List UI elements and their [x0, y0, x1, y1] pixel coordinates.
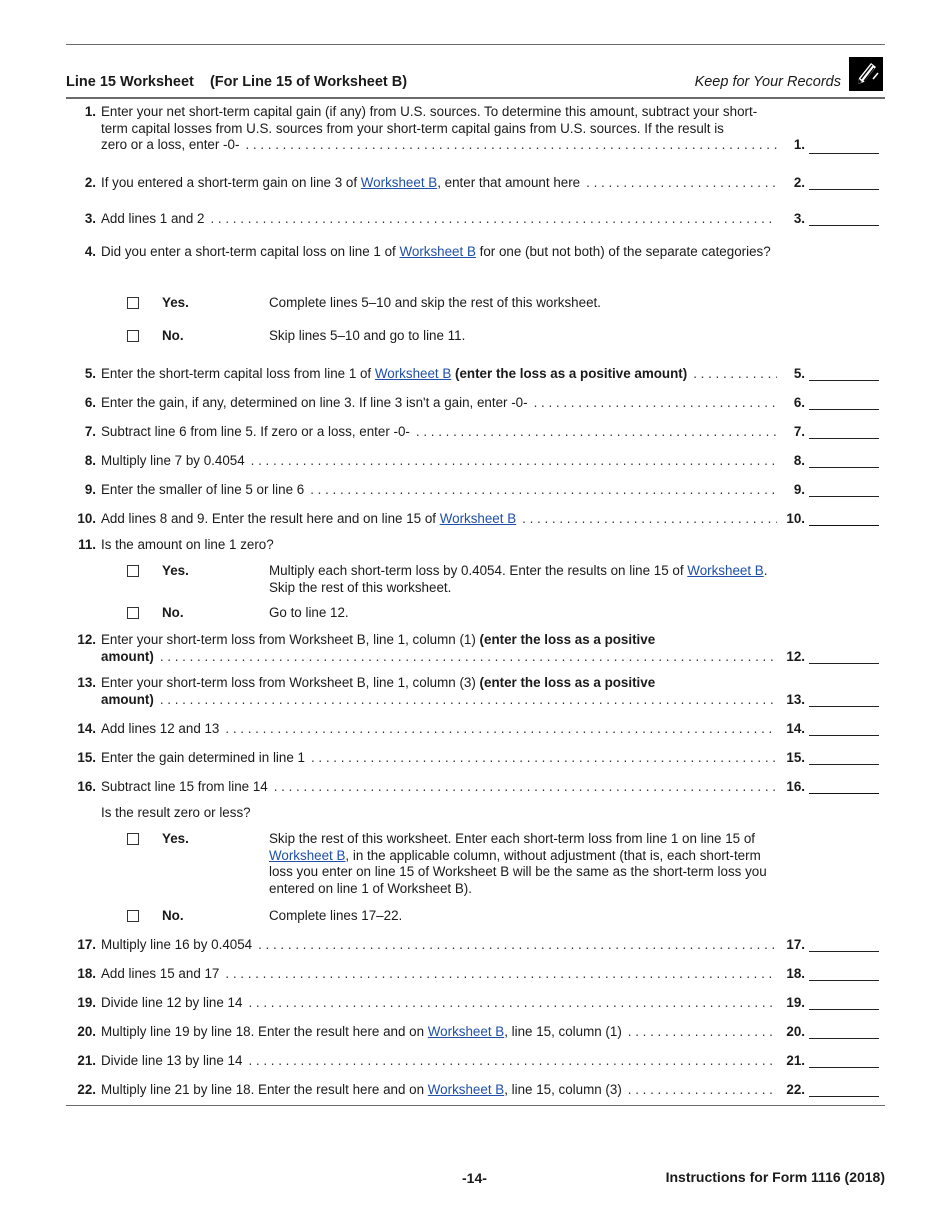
line-text: Multiply line 16 by 0.4054	[101, 937, 253, 952]
line-number: 13.	[77, 675, 96, 690]
yes-checkbox[interactable]	[127, 297, 139, 309]
no-checkbox[interactable]	[127, 607, 139, 619]
amount-field-20[interactable]	[809, 1038, 879, 1039]
leader-dots	[693, 366, 777, 383]
header-rule	[66, 97, 885, 99]
amount-field-9[interactable]	[809, 496, 879, 497]
line-text: Enter the gain, if any, determined on line 3. If line 3 isn't a gain, enter -0-	[101, 395, 528, 410]
leader-dots	[310, 482, 777, 499]
line-ref: 21.	[786, 1053, 805, 1068]
no-label: No.	[162, 605, 184, 620]
leader-dots	[628, 1024, 777, 1041]
line-text: for one (but not both) of the separate categories?	[475, 244, 771, 259]
line-ref: 6.	[793, 395, 805, 410]
leader-dots	[534, 395, 777, 412]
line-ref: 19.	[786, 995, 805, 1010]
line-ref: 15.	[786, 750, 805, 765]
amount-field-19[interactable]	[809, 1009, 879, 1010]
line-text-bold-end: amount)	[101, 648, 154, 664]
line-text: Is the amount on line 1 zero?	[101, 537, 274, 552]
top-rule	[66, 44, 885, 45]
worksheet-header	[66, 74, 885, 94]
worksheet-b-link[interactable]: Worksheet B	[439, 511, 517, 526]
leader-dots	[225, 966, 777, 983]
line-number: 8.	[84, 453, 96, 468]
yes-checkbox[interactable]	[127, 833, 139, 845]
worksheet-b-link[interactable]: Worksheet B	[399, 244, 476, 259]
keep-records-note: Keep for Your Records	[694, 74, 841, 90]
worksheet-b-link[interactable]: Worksheet B	[687, 563, 764, 578]
leader-dots	[160, 692, 777, 709]
leader-dots	[416, 424, 777, 441]
line-number: 3.	[84, 211, 96, 226]
line-number: 20.	[77, 1024, 96, 1039]
amount-field-3[interactable]	[809, 225, 879, 226]
form-footer-title: Instructions for Form 1116 (2018)	[665, 1169, 885, 1185]
line-text-bold: (enter the loss as a positive	[479, 632, 656, 647]
line-ref: 17.	[786, 937, 805, 952]
amount-field-5[interactable]	[809, 380, 879, 381]
yes-label: Yes.	[162, 831, 189, 846]
amount-field-8[interactable]	[809, 467, 879, 468]
line-ref: 20.	[786, 1024, 805, 1039]
line-ref: 16.	[786, 779, 805, 794]
page-number: -14-	[462, 1170, 487, 1186]
line-number: 5.	[84, 366, 96, 381]
amount-field-14[interactable]	[809, 735, 879, 736]
leader-dots	[258, 937, 777, 954]
line-text-bold: (enter the loss as a positive	[479, 675, 656, 690]
line-text: Enter your short-term loss from Worksheet B, line 1, column (1)	[101, 632, 480, 647]
line-text: Enter your net short-term capital gain (if any) from U.S. sources. To determine this amount, subtract your short-term capital losses from U.S. sources from your short-term capital gains from U.S. sources. If the result is	[101, 104, 758, 136]
no-label: No.	[162, 328, 184, 343]
line-text-bold: (enter the loss as a positive amount)	[451, 366, 688, 381]
amount-field-2[interactable]	[809, 189, 879, 190]
yes-checkbox[interactable]	[127, 565, 139, 577]
no-instruction: Skip lines 5–10 and go to line 11.	[269, 328, 466, 343]
amount-field-18[interactable]	[809, 980, 879, 981]
leader-dots	[274, 779, 777, 796]
line-number: 6.	[84, 395, 96, 410]
line-number: 19.	[77, 995, 96, 1010]
line-text: , line 15, column (3)	[504, 1082, 622, 1097]
line-text: Did you enter a short-term capital loss on line 1 of	[101, 244, 400, 259]
line-text: Subtract line 15 from line 14	[101, 779, 268, 794]
worksheet-title: Line 15 Worksheet (For Line 15 of Worksheet B)	[66, 74, 408, 90]
amount-field-17[interactable]	[809, 951, 879, 952]
yes-instruction: Complete lines 5–10 and skip the rest of this worksheet.	[269, 295, 601, 310]
line-ref: 10.	[786, 511, 805, 526]
line-number: 4.	[84, 244, 96, 259]
amount-field-6[interactable]	[809, 409, 879, 410]
question-text: Is the result zero or less?	[101, 805, 251, 820]
line-ref: 2.	[793, 175, 805, 190]
leader-dots	[160, 649, 777, 666]
line-text: If you entered a short-term gain on line 3 of	[101, 175, 361, 190]
line-ref: 5.	[793, 366, 805, 381]
line-number: 21.	[77, 1053, 96, 1068]
amount-field-10[interactable]	[809, 525, 879, 526]
leader-dots	[628, 1082, 777, 1099]
pencil-icon	[849, 57, 883, 91]
amount-field-7[interactable]	[809, 438, 879, 439]
line-ref: 18.	[786, 966, 805, 981]
line-number: 14.	[77, 721, 96, 736]
amount-field-21[interactable]	[809, 1067, 879, 1068]
line-text: , enter that amount here	[437, 175, 581, 190]
leader-dots	[248, 995, 777, 1012]
line-ref: 1.	[793, 137, 805, 152]
line-number: 22.	[77, 1082, 96, 1097]
line-text: Enter your short-term loss from Worksheet B, line 1, column (3)	[101, 675, 480, 690]
worksheet-b-link[interactable]: Worksheet B	[427, 1024, 505, 1039]
yes-instruction-end: , in the applicable column, without adjustment (that is, each short-term loss you enter on line 15 of Worksheet B will be the same as the short-term loss you entered on line 1 of Worksheet B).	[269, 847, 767, 896]
line-text: Divide line 13 by line 14	[101, 1053, 243, 1068]
worksheet-b-link[interactable]: Worksheet B	[427, 1082, 505, 1097]
no-instruction: Go to line 12.	[269, 605, 349, 620]
line-number: 11.	[78, 537, 96, 552]
yes-label: Yes.	[162, 295, 189, 310]
line-ref: 7.	[793, 424, 805, 439]
line-text: Multiply line 19 by line 18. Enter the result here and on	[101, 1024, 428, 1039]
line-number: 1.	[84, 104, 96, 119]
worksheet-b-link[interactable]: Worksheet B	[360, 175, 438, 190]
amount-field-22[interactable]	[809, 1096, 879, 1097]
line-ref: 14.	[786, 721, 805, 736]
line-text: Multiply line 21 by line 18. Enter the result here and on	[101, 1082, 428, 1097]
yes-label: Yes.	[162, 563, 189, 578]
line-number: 15.	[77, 750, 96, 765]
leader-dots	[311, 750, 777, 767]
yes-instruction-end: . Skip the rest of this worksheet.	[269, 563, 768, 595]
worksheet-b-link[interactable]: Worksheet B	[269, 847, 346, 863]
line-text: Multiply line 7 by 0.4054	[101, 453, 245, 468]
line-ref: 3.	[793, 211, 805, 226]
line-text: Add lines 8 and 9. Enter the result here and on line 15 of	[101, 511, 440, 526]
line-number: 10.	[77, 511, 96, 526]
leader-dots	[210, 211, 777, 228]
yes-instruction: Multiply each short-term loss by 0.4054. Enter the results on line 15 of	[269, 563, 688, 578]
no-instruction: Complete lines 17–22.	[269, 908, 403, 923]
amount-field-15[interactable]	[809, 764, 879, 765]
line-ref: 9.	[793, 482, 805, 497]
line-ref: 22.	[786, 1082, 805, 1097]
line-text: Add lines 12 and 13	[101, 721, 220, 736]
amount-field-13[interactable]	[809, 706, 879, 707]
line-text: Enter the gain determined in line 1	[101, 750, 305, 765]
worksheet-b-link[interactable]: Worksheet B	[374, 366, 452, 381]
no-checkbox[interactable]	[127, 330, 139, 342]
leader-dots	[225, 721, 777, 738]
yes-instruction: Skip the rest of this worksheet. Enter each short-term loss from line 1 on line 15 of	[269, 831, 756, 846]
no-label: No.	[162, 908, 184, 923]
line-ref: 13.	[786, 692, 805, 707]
amount-field-12[interactable]	[809, 663, 879, 664]
line-text: Add lines 15 and 17	[101, 966, 220, 981]
line-text: , line 15, column (1)	[504, 1024, 622, 1039]
leader-dots	[251, 453, 777, 470]
line-number: 18.	[77, 966, 96, 981]
leader-dots	[586, 175, 777, 192]
line-ref: 12.	[786, 649, 805, 664]
leader-dots	[248, 1053, 777, 1070]
amount-field-16[interactable]	[809, 793, 879, 794]
bottom-rule	[66, 1105, 885, 1106]
line-number: 9.	[84, 482, 96, 497]
line-text: Divide line 12 by line 14	[101, 995, 243, 1010]
line-ref: 8.	[793, 453, 805, 468]
amount-field-1[interactable]	[809, 153, 879, 154]
line-text-end: zero or a loss, enter -0-	[101, 137, 240, 152]
line-text-bold-end: amount)	[101, 691, 154, 707]
leader-dots	[522, 511, 777, 528]
line-number: 17.	[77, 937, 96, 952]
line-text: Enter the short-term capital loss from line 1 of	[101, 366, 375, 381]
line-text: Enter the smaller of line 5 or line 6	[101, 482, 305, 497]
line-text: Add lines 1 and 2	[101, 211, 205, 226]
line-number: 12.	[77, 632, 96, 647]
line-number: 16.	[77, 779, 96, 794]
no-checkbox[interactable]	[127, 910, 139, 922]
line-number: 2.	[84, 175, 96, 190]
line-number: 7.	[84, 424, 96, 439]
line-text: Subtract line 6 from line 5. If zero or a loss, enter -0-	[101, 424, 410, 439]
leader-dots	[245, 137, 777, 154]
